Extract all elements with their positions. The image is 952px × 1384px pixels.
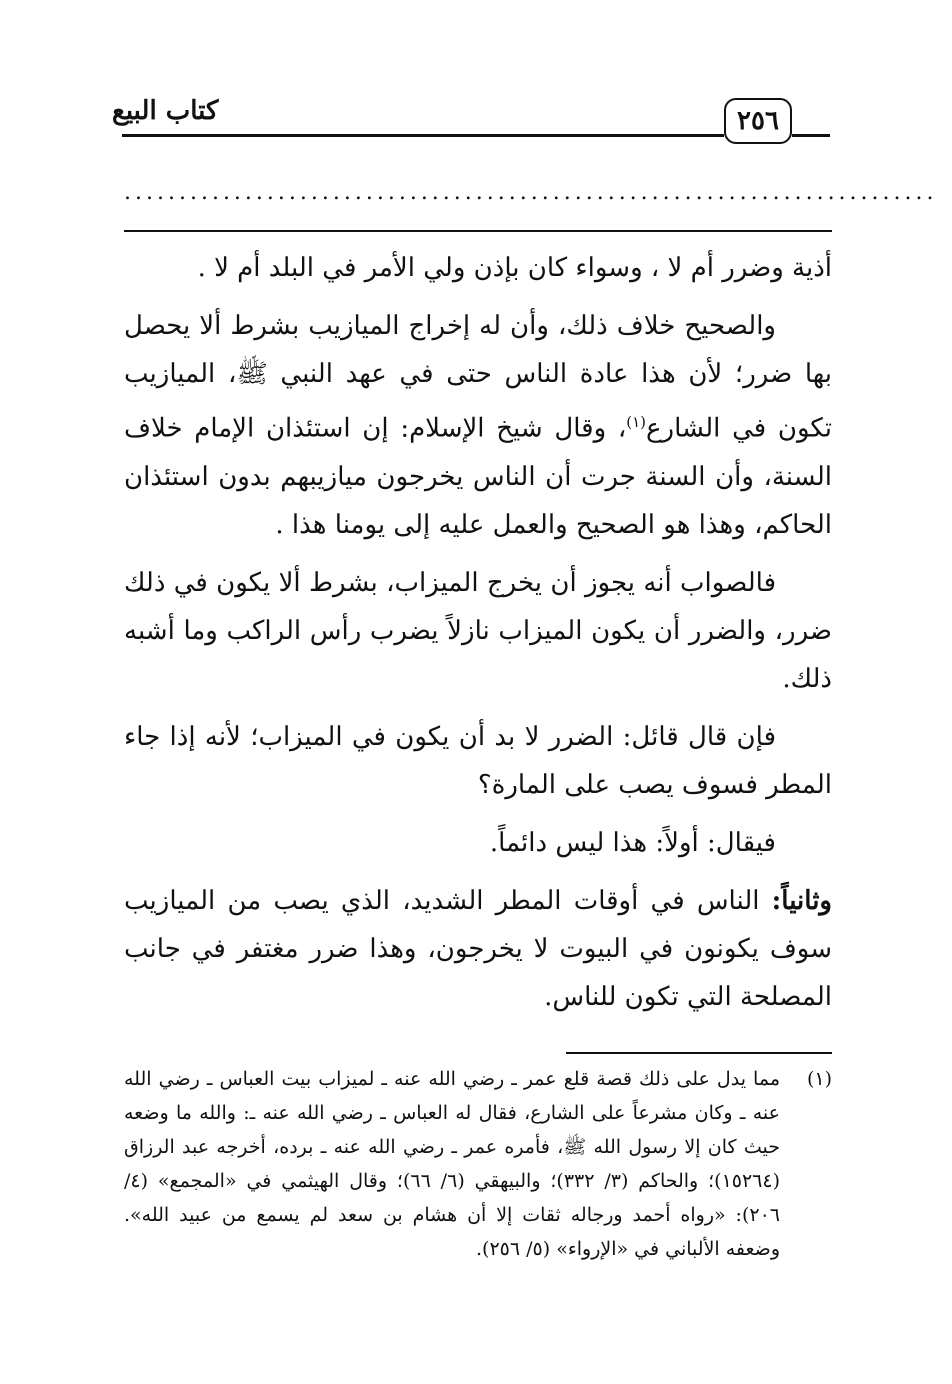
paragraph bbox=[124, 302, 832, 549]
paragraph bbox=[124, 877, 832, 1021]
footnote bbox=[124, 1062, 832, 1266]
header-rule-left bbox=[122, 134, 724, 137]
paragraph bbox=[124, 559, 832, 703]
footnote-text: مما يدل على ذلك قصة قلع عمر ـ رضي الله عنه ـ لميزاب بيت العباس ـ رضي الله عنه ـ وكان مشرعاً على الشارع، فقال له العباس ـ رضي الله عنه ـ: والله ما وضعه حيث كان إلا رسول الله ﷺ، فأمره عمر ـ رضي الله عنه ـ برده، أخرجه عبد الرزاق (١٥٢٦٤)؛ والحاكم (٣/ ٣٣٢)؛ والبيهقي (٦/ ٦٦)؛ وقال الهيثمي في «المجمع» (٤/ ٢٠٦): «رواه أحمد ورجاله ثقات إلا أن هشام بن سعد لم يسمع من عبيد الله». وضعفه الألباني في «الإرواء» (٥/ ٢٥٦). bbox=[124, 1068, 781, 1260]
paragraph-text: والصحيح خلاف ذلك، وأن له إخراج الميازيب بشرط ألا يحصل بها ضرر؛ لأن هذا عادة الناس حتى في عهد النبي ﷺ، الميازيب تكون في الشارع bbox=[124, 311, 832, 444]
header-rule-right bbox=[792, 134, 830, 137]
footnote-marker[interactable]: (١) bbox=[626, 413, 647, 431]
paragraph bbox=[124, 713, 832, 809]
paragraph bbox=[124, 819, 832, 867]
paragraph-text: فيقال: أولاً: هذا ليس دائماً. bbox=[489, 827, 776, 858]
paragraph-text: ، وقال شيخ الإسلام: إن استئذان الإمام خلاف السنة، وأن السنة جرت أن الناس يخرجون ميازيبهم بدون استئذان الحاكم، وهذا هو الصحيح والعمل عليه إلى يومنا هذا . bbox=[124, 413, 832, 540]
paragraph-text: الناس في أوقات المطر الشديد، الذي يصب من الميازيب سوف يكونون في البيوت لا يخرجون، وهذا ضرر مغتفر في جانب المصلحة التي تكون للناس. bbox=[124, 885, 832, 1012]
page-header bbox=[0, 92, 952, 152]
page-number: ٢٥٦ bbox=[724, 98, 792, 144]
text-top-rule bbox=[124, 230, 832, 232]
paragraph-text: فالصواب أنه يجوز أن يخرج الميزاب، بشرط ألا يكون في ذلك ضرر، والضرر أن يكون الميزاب نازلاً يضرب رأس الراكب وما أشبه ذلك. bbox=[124, 567, 832, 694]
main-text bbox=[124, 244, 832, 1031]
paragraph-lead: وثانياً: bbox=[771, 885, 832, 916]
footnote-number: (١) bbox=[806, 1068, 832, 1090]
paragraph-text: أذية وضرر أم لا ، وسواء كان بإذن ولي الأمر في البلد أم لا . bbox=[197, 253, 832, 283]
paragraph bbox=[124, 244, 832, 292]
book-title: كتاب البيع bbox=[112, 96, 219, 126]
omission-dots: .......................................................................... bbox=[124, 180, 938, 205]
footnote-rule bbox=[566, 1052, 832, 1054]
paragraph-text: فإن قال قائل: الضرر لا بد أن يكون في الميزاب؛ لأنه إذا جاء المطر فسوف يصب على المارة؟ bbox=[124, 721, 832, 800]
